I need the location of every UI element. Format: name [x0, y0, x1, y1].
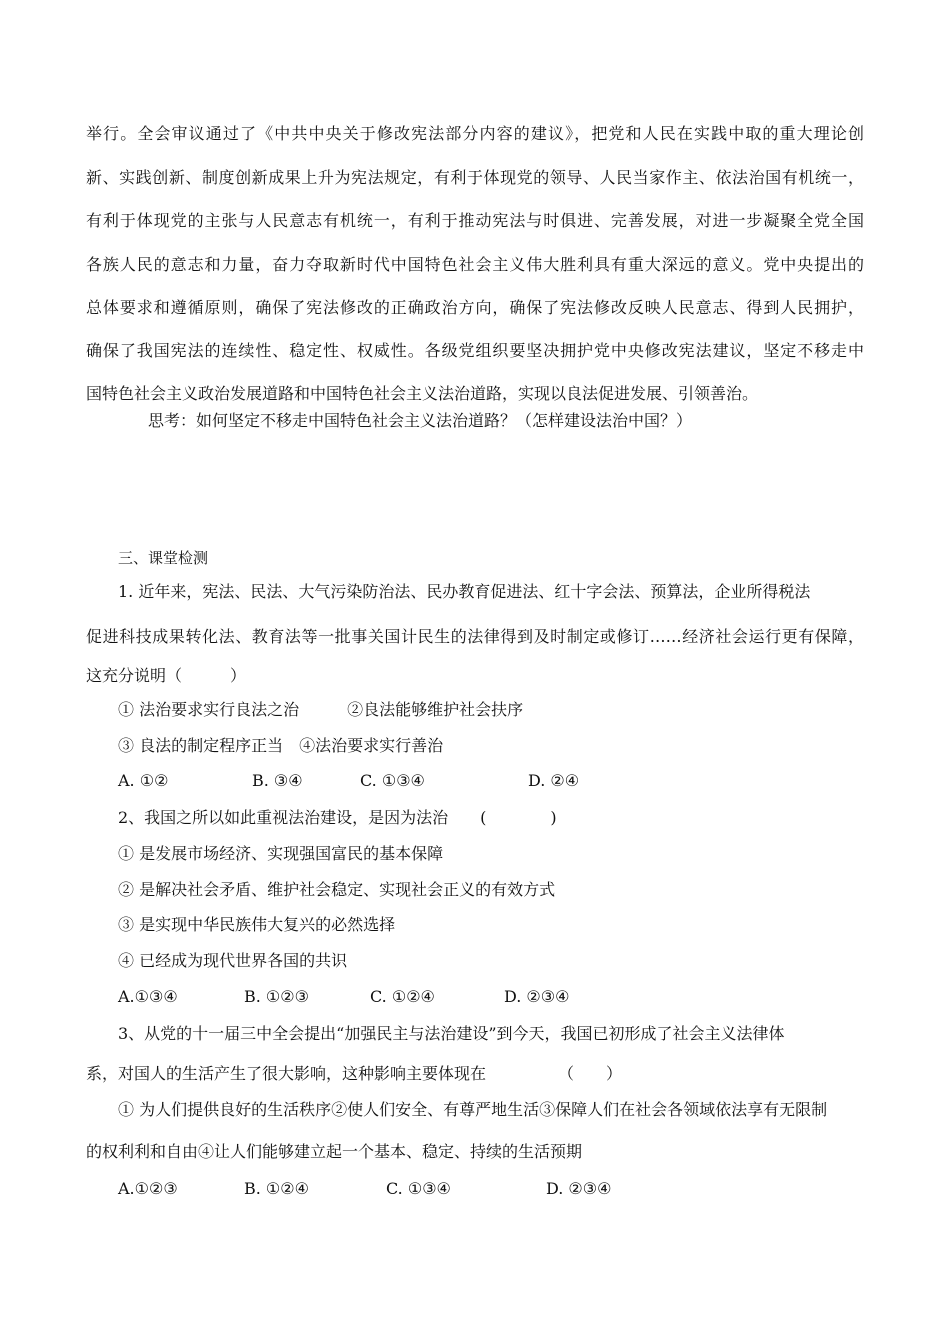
- passage-line: 确保了我国宪法的连续性、稳定性、权威性。各级党组织要坚决拥护党中央修改宪法建议，坚定不移走中: [86, 341, 864, 360]
- q1-statement: ① 法治要求实行良法之治 ②良法能够维护社会扶序: [118, 700, 524, 719]
- q3-statement-line: ① 为人们提供良好的生活秩序②使人们安全、有尊严地生活③保障人们在社会各领域依法享有无限制: [118, 1100, 828, 1119]
- section-title: 三、课堂检测: [118, 549, 209, 567]
- option-b[interactable]: B. ①②③: [244, 987, 309, 1006]
- think-prompt: 思考：如何坚定不移走中国特色社会主义法治道路？（怎样建设法治中国？）: [148, 411, 693, 430]
- option-d[interactable]: D. ②④: [528, 771, 580, 790]
- q1-stem-line: 这充分说明（ ）: [86, 666, 247, 685]
- passage-line: 新、实践创新、制度创新成果上升为宪法规定，有利于体现党的领导、人民当家作主、依法治国有机统一，: [86, 168, 864, 187]
- passage-line: 有利于体现党的主张与人民意志有机统一，有利于推动宪法与时俱进、完善发展，对进一步凝聚全党全国: [86, 211, 864, 230]
- q1-stem-line: 1. 近年来，宪法、民法、大气污染防治法、民办教育促进法、红十字会法、预算法，企业所得税法: [118, 582, 811, 601]
- option-b[interactable]: B. ①②④: [244, 1179, 309, 1198]
- passage-line: 举行。全会审议通过了《中共中央关于修改宪法部分内容的建议》，把党和人民在实践中取的重大理论创: [86, 124, 864, 143]
- option-d[interactable]: D. ②③④: [546, 1179, 612, 1198]
- q3-stem-line: 系，对国人的生活产生了很大影响，这种影响主要体现在 （ ）: [86, 1064, 623, 1083]
- option-b[interactable]: B. ③④: [252, 771, 303, 790]
- passage-line: 各族人民的意志和力量，奋力夺取新时代中国特色社会主义伟大胜利具有重大深远的意义。党中央提出的: [86, 255, 864, 274]
- q2-statement: ① 是发展市场经济、实现强国富民的基本保障: [118, 844, 444, 863]
- option-a[interactable]: A.①②③: [118, 1179, 178, 1198]
- q1-statement: ③ 良法的制定程序正当 ④法治要求实行善治: [118, 736, 444, 755]
- q3-stem-line: 3、从党的十一届三中全会提出“加强民主与法治建设”到今天，我国已初形成了社会主义法律体: [118, 1024, 785, 1043]
- option-c[interactable]: C. ①③④: [360, 771, 425, 790]
- option-c[interactable]: C. ①②④: [370, 987, 435, 1006]
- q2-statement: ④ 已经成为现代世界各国的共识: [118, 951, 348, 970]
- q3-statement-line: 的权利利和自由④让人们能够建立起一个基本、稳定、持续的生活预期: [86, 1142, 583, 1161]
- option-d[interactable]: D. ②③④: [504, 987, 570, 1006]
- option-a[interactable]: A. ①②: [118, 771, 169, 790]
- q2-statement: ③ 是实现中华民族伟大复兴的必然选择: [118, 915, 396, 934]
- passage-line: 总体要求和遵循原则，确保了宪法修改的正确政治方向，确保了宪法修改反映人民意志、得到人民拥护，: [86, 298, 864, 317]
- option-a[interactable]: A.①③④: [118, 987, 178, 1006]
- q2-stem: 2、我国之所以如此重视法治建设，是因为法治 ( ): [118, 808, 557, 827]
- q2-statement: ② 是解决社会矛盾、维护社会稳定、实现社会正义的有效方式: [118, 880, 556, 899]
- q1-stem-line: 促进科技成果转化法、教育法等一批事关国计民生的法律得到及时制定或修订……经济社会运行更有保障，: [86, 627, 864, 646]
- option-c[interactable]: C. ①③④: [386, 1179, 451, 1198]
- passage-line: 国特色社会主义政治发展道路和中国特色社会主义法治道路，实现以良法促进发展、引领善治。: [86, 384, 759, 403]
